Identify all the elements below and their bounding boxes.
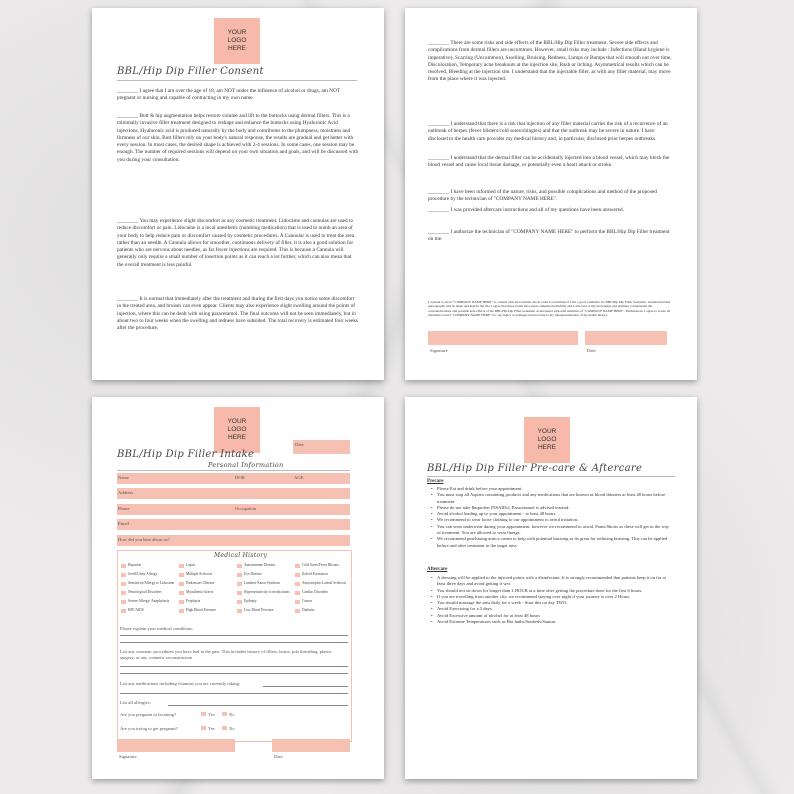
blank-line: ________: [428, 40, 450, 46]
condition-label: High Blood Pressure: [186, 608, 216, 612]
paragraph-text: There are some risks and side effects of the BBL/Hip Dip Filler treatment. Severe side effects and complications from dermal fillers are uncommon. However, small risks may include : Infections (Hand hygiene is imperative), Scarring (Uncommon), Swelling, Bruising, Redness, Lumps or Bumps that will smooth out over time, Discoloration, Temporary acne breakouts at the injection site, Rash or itching. Asymmetrical results which can be resolved, Bleeding at the injection site. I understand that the injectable filler, as with any filler material, may move from the place where it was injected.: [428, 40, 672, 83]
logo-placeholder: [524, 417, 570, 463]
paragraph-text: I have been informed of the nature, risks, and possible complications and method of the proposed procedure by the technician of "COMPANY NAME HERE".: [428, 189, 657, 203]
consent-paragraph-2: [117, 113, 359, 164]
consent-paragraph-10: [428, 229, 674, 244]
occupation-label: Occupation: [235, 506, 257, 511]
condition-checkbox[interactable]: [237, 564, 242, 568]
paragraph-text: I understand that the dermal filler can be accidentally injected into a blood vessel, which may block the blood vessel and cause local tissue damage, or potentially even a heart attack or stroke.: [428, 155, 670, 169]
condition-checkbox[interactable]: [295, 600, 300, 604]
precare-heading: Precare: [427, 479, 444, 484]
consent-paragraph-4: [117, 296, 359, 332]
logo-placeholder: [214, 18, 260, 64]
page-title: BBL/Hip Dip Filler Consent: [117, 66, 264, 77]
signature-label: Signature: [430, 348, 448, 353]
condition-checkbox[interactable]: [295, 591, 300, 595]
title-rule: [427, 476, 675, 477]
blank-line: ________: [428, 207, 450, 213]
condition-label: Hepatitis: [128, 563, 141, 567]
answer-line[interactable]: [120, 642, 348, 643]
paragraph-text: You may experience slight discomfort as any cosmetic treatment. Lidocaine and cannulas are used to reduce discomfort or pain. Lidocaine is a local anesthetic (numbing medication) that is used to numb an area of your body to help reduce pain or discomfort caused by cosmetic procedures. A Cannular is used to treat the area rather than an needle. A Cannula allows for smoother, continuous delivery of filler, it is also a good solution for patients who are nervous about needles, as far fewer injections are required. This is because a Cannula will generally only require a small number of insertion points as it can reach a lot further, which can also mean that the overall treatment is less painful.: [117, 218, 355, 268]
condition-checkbox[interactable]: [237, 609, 242, 613]
list-item: • We recommend purchasing arnica cream to help with potential bruising as its great for reducing bruising. This can be applied before and after treatment to the target area.: [431, 536, 671, 549]
condition-checkbox[interactable]: [295, 564, 300, 568]
condition-checkbox[interactable]: [121, 609, 126, 613]
condition-label: Sensitivity/Allergy to Lidocaine: [128, 581, 175, 585]
condition-label: Myasthenia Gravis: [186, 590, 214, 594]
condition-checkbox[interactable]: [179, 609, 184, 613]
list-item: • A dressing will be applied to the injected points with a disinfectant. It is strongly recommended that patients keep it on for at least three days and avoid getting it wet.: [431, 575, 671, 588]
no-label: No: [229, 726, 235, 731]
age-label: AGE: [294, 475, 304, 480]
precare-list: [431, 486, 671, 549]
consent-page-1: [92, 8, 384, 380]
blank-line: ________: [428, 121, 450, 127]
condition-label: Cold Sores/Fever Blisters: [302, 563, 339, 567]
condition-label: Parkinson's Disease: [186, 581, 215, 585]
phone-label: Phone: [118, 506, 130, 511]
consent-paragraph-1: [117, 88, 359, 103]
date-field-bottom[interactable]: [272, 739, 350, 752]
address-field[interactable]: [117, 488, 350, 499]
paragraph-text: I agree that I am over the age of 18, am NOT under the influence of alcohol or drugs, am NOT pregnant or nursing and capable of contracting in my own name.: [117, 88, 340, 102]
condition-checkbox[interactable]: [237, 573, 242, 577]
condition-label: HIV/AIDS: [128, 608, 144, 612]
answer-line[interactable]: [168, 705, 348, 706]
list-item: • If you are travelling from another city, we recommend staying over night if your journey is over 2 Hours.: [431, 594, 671, 600]
condition-label: Neurological Disorders: [128, 590, 162, 594]
trying-no-checkbox[interactable]: [222, 726, 227, 730]
answer-line[interactable]: [120, 693, 348, 694]
referral-label: How did you hear about us?: [118, 537, 170, 542]
condition-checkbox[interactable]: [121, 582, 126, 586]
condition-label: Keloid Formation: [302, 572, 328, 576]
condition-checkbox[interactable]: [237, 582, 242, 586]
section-subtitle: Personal Information: [208, 461, 284, 469]
allergies-label: List all allergies:: [120, 700, 151, 705]
paragraph-text: Butt & hip augmentation helps restore volume and lift to the buttocks using dermal fillers. This is a minimally invasive filler treatment designed to reshape and enhance the buttocks using Hyaluronic Acid injections. Hyaluronic acid is produced naturally by the body and contributes to the plumpness, moistness and firmness of our skin. Butt fillers rely on your body's natural response, the results are gradual and get better with every session. In most cases, the desired shape is achieved with 2-4 sessions. In some cases, one session may be enough. The number of required sessions will depend on your own situation and goals, and will be discussed with you during your consultation.: [117, 113, 359, 163]
list-item: • You can wear underwear during your appointment, however we recommend to avoid, Pants/Shorts as these will get in the way of treatment. You are allowed to wear thongs.: [431, 524, 671, 537]
blank-line: ________: [117, 113, 139, 119]
answer-line[interactable]: [120, 673, 348, 674]
page-title: BBL/Hip Dip Filler Intake: [117, 449, 255, 460]
consent-paragraph-5: [428, 40, 674, 84]
condition-checkbox[interactable]: [295, 582, 300, 586]
consent-paragraph-9: [428, 207, 674, 214]
yes-label: Yes: [208, 726, 215, 731]
trying-question: Are you trying to get pregnant?: [120, 726, 178, 731]
aftercare-page: [405, 397, 697, 779]
page-title: BBL/Hip Dip Filler Pre-care & Aftercare: [427, 463, 643, 474]
pregnant-question: Are you pregnant or lactating?: [120, 712, 177, 717]
paragraph-text: I understand that there is a risk that injection of any filler material carries the risk of a recurrence of an outbreak of herpes (fever blisters/cold sores/shingles) and that the outbreak may be severe in nature. I have disclosed to the health care provider my medical history and, in particular, disclosed prior herpes outbreaks.: [428, 121, 668, 142]
logo-text: YOUR LOGO HERE: [537, 428, 557, 451]
dob-label: DOB: [235, 475, 245, 480]
blank-line: ________: [428, 189, 450, 195]
logo-placeholder: [214, 407, 260, 453]
logo-text: YOUR LOGO HERE: [227, 418, 247, 441]
list-item: • Avoid Excessive amount of alcohol for at least 48 hours: [431, 613, 671, 619]
email-field[interactable]: [117, 519, 350, 530]
answer-line[interactable]: [120, 635, 348, 636]
address-label: Address: [118, 490, 134, 495]
list-item: • Please Eat and drink before your appointment.: [431, 486, 671, 492]
condition-checkbox[interactable]: [295, 573, 300, 577]
date-field[interactable]: [585, 331, 667, 345]
list-item: • Avoid Exercising for a 3 days.: [431, 606, 671, 612]
condition-checkbox[interactable]: [237, 600, 242, 604]
condition-checkbox[interactable]: [179, 591, 184, 595]
pregnant-yes-checkbox[interactable]: [201, 712, 206, 716]
yes-label: Yes: [208, 712, 215, 717]
list-item: • You should not sit down for longer than 1 HOUR at a time after getting the procedure done for the first 6 hours.: [431, 588, 671, 594]
paragraph-text: It is normal that immediately after the treatment and during the first days you notice some discomfort in the treated area, and bruises can even appear. Clients may also experience slight swelling around the points of injection, where this can be dealt with using paracetamol. The final outcome will not be seen immediately, but in about two to four weeks when the swelling and redness have subsided. The total recovery is estimated four weeks after the procedure.: [117, 296, 358, 332]
no-label: No: [229, 712, 235, 717]
paragraph-text: I authorize the technician of "COMPANY NAME HERE" to perform the BBL/Hip Dip Filler treatment on me.: [428, 229, 670, 243]
consent-paragraph-3: [117, 218, 359, 269]
title-rule: [117, 470, 350, 471]
list-item: • You must stop all Aspirin containing products and any medications that are known as blood thinners at least 48 hours before treatment.: [431, 492, 671, 505]
consent-page-2: [405, 8, 697, 380]
condition-checkbox[interactable]: [179, 582, 184, 586]
condition-label: Autoimmune Disease: [244, 563, 276, 567]
medications-label: List any medications including vitamins you are currently taking:: [120, 681, 241, 686]
condition-checkbox[interactable]: [121, 564, 126, 568]
signature-field[interactable]: [428, 331, 578, 345]
date-label-bottom: Date: [274, 754, 283, 759]
consent-fine-print: I consent to allow "COMPANY NAME HERE" to consult with and evaluate me in order to determine if I am a good candidate for BBL/Hip Dip Filler treatment. I understand that photographs will be taken and kept in my file. I agree that these forms have been completed truthfully and to the best of my knowledge and abilities. I understand the contraindications and possible side effects of the BBL/Hip Dip Filler treatment as discussed with staff members of "COMPANY NAME HERE". Furthermore, I agree to waive all liabilities toward "COMPANY NAME HERE" for any injury or damages incurred due to my misrepresentation of my health history.: [428, 300, 671, 317]
blank-line: ________: [428, 229, 450, 235]
answer-line[interactable]: [120, 666, 348, 667]
medical-history-box: [117, 550, 352, 742]
condition-label: Severe Allergy/ Anaphylaxis: [128, 599, 170, 603]
pregnant-no-checkbox[interactable]: [222, 712, 227, 716]
condition-checkbox[interactable]: [121, 600, 126, 604]
condition-label: Diabetes: [302, 608, 315, 612]
condition-label: Epilepsy: [244, 599, 257, 603]
phone-field[interactable]: [117, 504, 350, 515]
paragraph-text: I was provided aftercare instructions and all of my questions have been answered.: [450, 207, 624, 213]
procedures-label: List any cosmetic procedures you have had in the past. This includes history of fillers, botox, pdo threading, plastic surgery, or any cosmetic reconstruction: [120, 649, 332, 660]
title-rule: [117, 80, 357, 81]
condition-label: Lambert-Eaton Syndrom: [244, 581, 280, 585]
condition-label: Swell/Untry Allergy: [128, 572, 158, 576]
list-item: • Avoid Extreme Temperatures such as Hot baths/Sunbeds/Saunas: [431, 619, 671, 625]
condition-label: Low Blood Pressure: [244, 608, 274, 612]
consent-paragraph-8: [428, 189, 674, 204]
answer-line[interactable]: [263, 686, 348, 687]
condition-checkbox[interactable]: [295, 609, 300, 613]
condition-checkbox[interactable]: [121, 573, 126, 577]
consent-paragraph-6: [428, 121, 674, 143]
date-label: Date: [295, 442, 304, 447]
list-item: • You should massage the area daily for a week - Start this on day TWO.: [431, 600, 671, 606]
referral-field[interactable]: [117, 535, 350, 546]
blank-line: ________: [117, 296, 139, 302]
email-label: Email: [118, 521, 129, 526]
signature-label: Signature: [119, 754, 137, 759]
explain-conditions-label: Please explain your medical conditions:: [120, 626, 194, 631]
date-label: Date: [587, 348, 596, 353]
list-item: • We recommend to wear loose clothing to our appointment to avoid irritation.: [431, 517, 671, 523]
name-field[interactable]: [117, 473, 350, 484]
condition-label: Hypersensitivity to medications: [244, 590, 290, 594]
aftercare-heading: Aftercare: [427, 567, 448, 572]
aftercare-list: [431, 575, 671, 625]
intake-page: [92, 397, 384, 779]
condition-label: Porphyria: [186, 599, 201, 603]
name-label: Name: [118, 475, 129, 480]
condition-checkbox[interactable]: [179, 573, 184, 577]
condition-label: Eye Disease: [244, 572, 262, 576]
condition-checkbox[interactable]: [121, 591, 126, 595]
condition-label: Multiple Sclerosis: [186, 572, 213, 576]
blank-line: ________: [117, 88, 139, 94]
blank-line: ________: [428, 155, 450, 161]
signature-field[interactable]: [117, 739, 235, 752]
condition-label: Cancer: [302, 599, 313, 603]
condition-checkbox[interactable]: [179, 564, 184, 568]
medical-history-title: Medical History: [214, 552, 268, 559]
list-item: • Please do not take Ibuprofen (NSAIDs). Paracetamol is advised instead.: [431, 505, 671, 511]
condition-checkbox[interactable]: [179, 600, 184, 604]
list-item: • Avoid alcohol leading up to your appointment - at least 48 hours.: [431, 511, 671, 517]
trying-yes-checkbox[interactable]: [201, 726, 206, 730]
condition-label: Amyotrophic Lateral Sclerosis: [302, 581, 347, 585]
consent-paragraph-7: [428, 155, 674, 170]
blank-line: ________: [117, 218, 139, 224]
condition-checkbox[interactable]: [237, 591, 242, 595]
logo-text: YOUR LOGO HERE: [227, 29, 247, 52]
condition-label: Lupus: [186, 563, 195, 567]
condition-label: Cardiac Disorders: [302, 590, 329, 594]
